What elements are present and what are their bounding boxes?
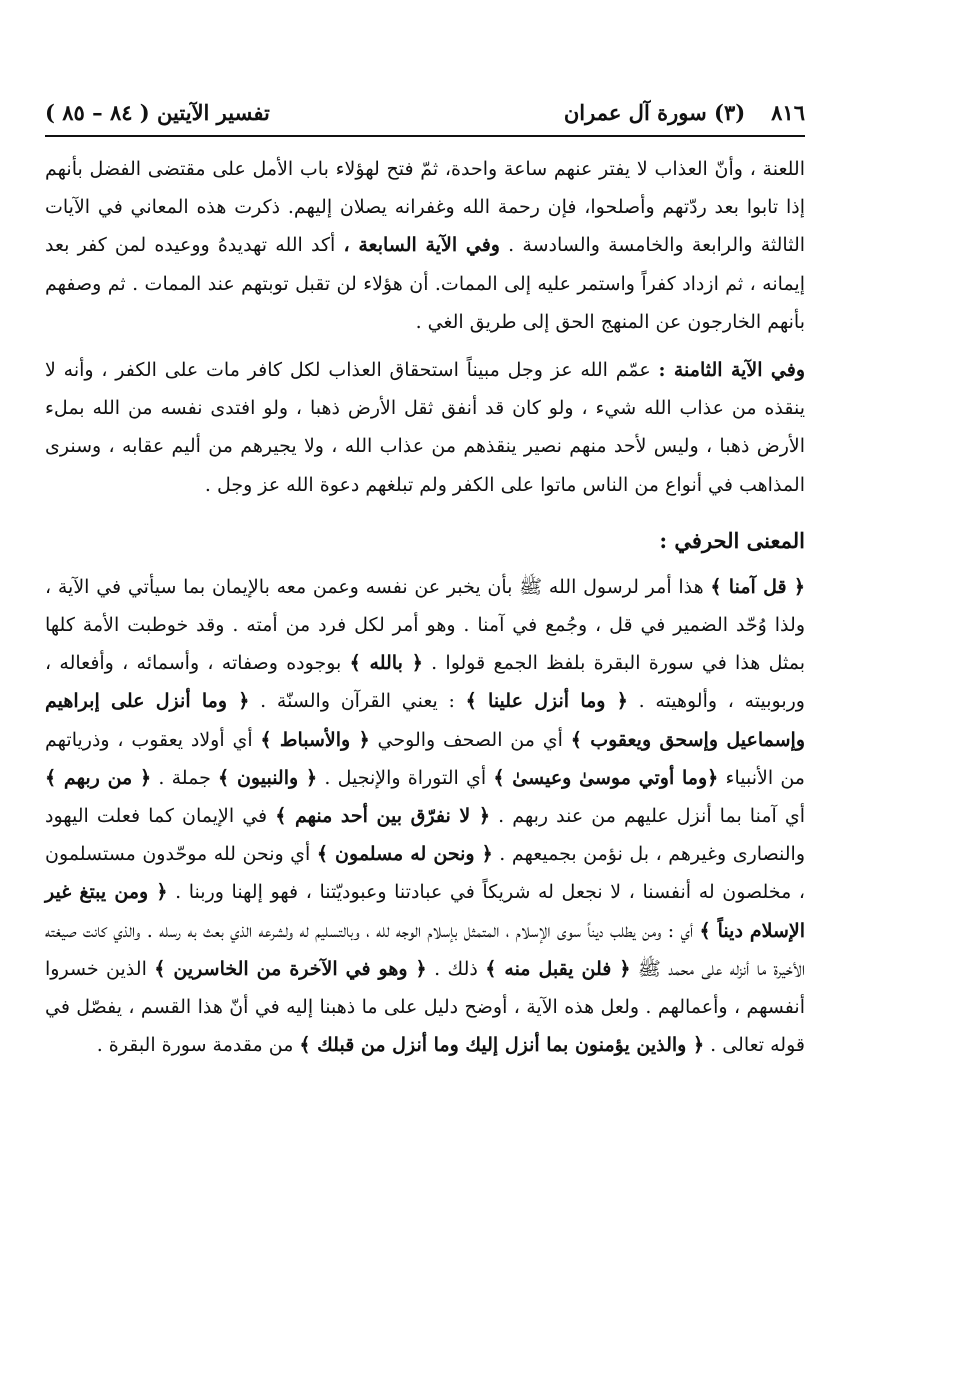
text-span: : يعني القرآن والسنّة . (260, 690, 455, 713)
quran-quote: ﴿ لا نفرّق بين أحد منهم ﴾ (275, 805, 491, 828)
quran-quote: ﴿ قل آمنا ﴾ (710, 575, 806, 598)
quran-quote: ﴿ وما أنزل علينا ﴾ (465, 690, 628, 713)
section-title-header: تفسير الآيتين ( ٨٤ – ٨٥ ) (45, 99, 270, 125)
header-right (564, 100, 805, 125)
page-header (45, 92, 805, 132)
text-span: الذين خسروا أنفسهم ، وأعمالهم . ولعل هذه الآية ، أوضح دليل على ما ذهبنا إليه في أنّ هذا القسم ، يفصّل في قوله تعالى . (45, 957, 805, 1057)
text-span: في الإيمان كما فعلت اليهود والنصارى وغيرهم ، بل نؤمن بجميعهم . (45, 805, 806, 866)
quran-quote: ﴿ ومن يبتغ غير الإسلام ديناً ﴾ (45, 881, 805, 942)
text-span: أي من الصحف والوحي (377, 728, 563, 751)
text-span: أي أولاد يعقوب ، وذرياتهم من الأنبياء (45, 728, 805, 789)
text-span: اللعنة ، وأنّ العذاب لا يفتر عنهم ساعة واحدة، ثمّ فتح لهؤلاء باب الأمل على مقتضى الفضل بأنهم إذا تابوا بعد ردّتهم وأصلحوا، فإن رحمة الله وغفرانه يصلان إليهم. ذكرت هذه المعاني في الآيات الثالثة والرابعة والخامسة والسادسة . (45, 158, 806, 257)
text-span: بوجوده وصفاته ، وأسمائه ، وأفعاله ، وربوبيته ، وألوهيته . (45, 652, 805, 713)
quran-quote: ﴿ وهو في الآخرة من الخاسرين ﴾ (154, 957, 427, 980)
paragraph-3 (45, 568, 805, 1065)
section-heading: المعنى الحرفي : (659, 527, 805, 553)
text-span: ذلك . (434, 957, 478, 980)
page-number: ٨١٦ (771, 99, 805, 125)
text-span: من مقدمة سورة البقرة . (96, 1034, 294, 1057)
quran-quote: ﴿ فلن يقبل منه ﴾ (485, 957, 631, 980)
quran-quote: ﴿ والنبيون ﴾ (218, 766, 318, 789)
surah-title: (٣) سورة آل عمران (563, 99, 746, 125)
quran-quote: ﴿ بالله ﴾ (349, 652, 423, 675)
text-span: أكد الله تهديدهُ ووعيده لمن كفر بعد إيمانه ، ثم ازداد كفراً واستمر عليه إلى الممات. أن هؤلاء لن تقبل توبتهم عند الممات . ثم وصفهم بأنهم الخارجون عن المنهج الحق إلى طريق الغي . (45, 234, 805, 333)
bold-phrase: وفي الآية الثامنة : (658, 359, 805, 382)
paragraph-2 (45, 351, 805, 504)
text-span: جملة . (158, 766, 211, 789)
quran-quote: ﴿وما أوتي موسىٰ وعيسىٰ ﴾ (493, 766, 719, 789)
text-span: هذا أمر لرسول الله ﷺ بأن يخبر عن نفسه وعمن معه بالإيمان بما سيأتي في الآية ، ولذا وُحّد الضمير في قل ، وجُمع في آمنا . وهو أمر لكل فرد من أمته . وقد خوطبت الأمة كلها بمثل هذا في سورة البقرة بلفظ الجمع قولوا . (45, 575, 805, 675)
text-span: أي التوراة والإنجيل . (324, 766, 487, 789)
text-span: أي : ومن يطلب ديناً سوى الإسلام ، المتمثل بإسلام الوجه لله ، وبالتسليم له ولشرعه الذي بعث به رسله . والذي كانت صيغته الأخيرة ما أنزله على محمد ﷺ (45, 919, 805, 980)
bold-phrase: وفي الآية السابعة ، (343, 234, 500, 257)
text-span: أي آمنا بما أنزل عليهم من عند ربهم . (498, 805, 805, 828)
paragraph-1 (45, 150, 805, 341)
page-content (45, 150, 805, 1064)
quran-quote: ﴿ والأسباط ﴾ (260, 728, 370, 751)
quran-quote: ﴿ وما أنزل على إبراهيم وإسماعيل وإسحق ويعقوب ﴾ (45, 690, 805, 751)
header-divider (45, 135, 805, 137)
quran-quote: ﴿ ونحن له مسلمون ﴾ (316, 843, 493, 866)
quran-quote: ﴿ من ربهم ﴾ (45, 766, 152, 789)
text-span: أي ونحن لله موحّدون مستسلمون ، مخلصون له أنفسنا ، لا نجعل له شريكاً في عبادتنا وعبوديّتنا ، فهو إلهنا وربنا . (45, 843, 805, 904)
quran-quote: ﴿ والذين يؤمنون بما أنزل إليك وما أنزل من قبلك ﴾ (299, 1034, 705, 1057)
text-span: عمّم الله عز وجل مبيناً استحقاق العذاب لكل كافر مات على الكفر ، وأنه لا ينقذه من عذاب الله شيء ، ولو كان قد أنفق ثقل الأرض ذهبا ، ولو افتدى نفسه من الله بملء الأرض ذهبا ، وليس لأحد منهم نصير ينقذهم من عذاب الله ، ولا يجيرهم من أليم عقابه ، وسنرى المذاهب في أنواع من الناس ماتوا على الكفر ولم تبلغهم دعوة الله عز وجل . (45, 359, 805, 496)
